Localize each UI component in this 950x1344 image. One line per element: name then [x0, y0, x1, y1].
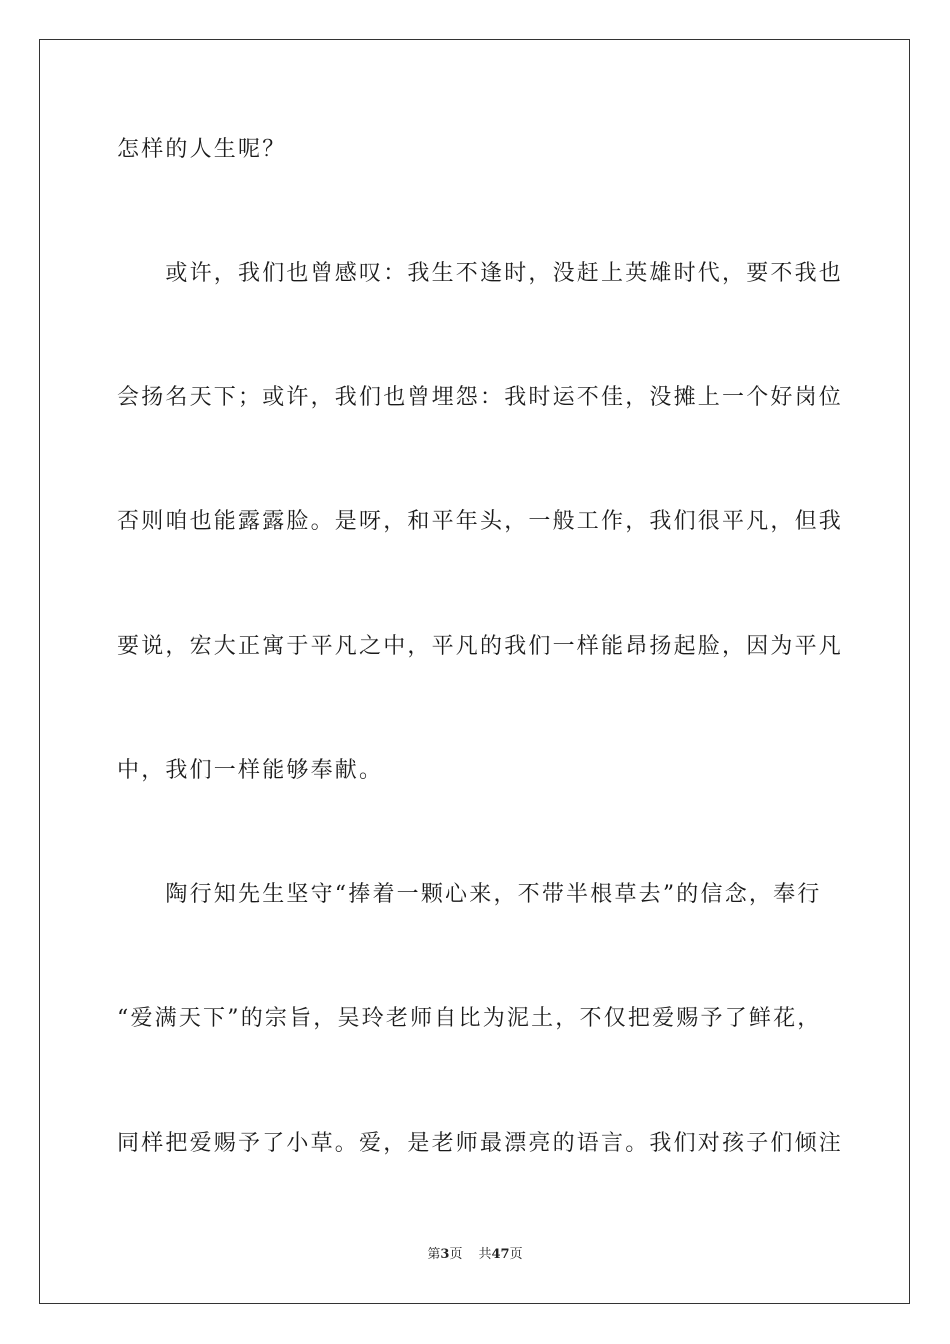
- body-text-line: 同样把爱赐予了小草。爱，是老师最漂亮的语言。我们对孩子们倾注: [117, 1131, 844, 1156]
- total-pages: 47: [491, 1247, 510, 1262]
- body-text-line: 怎样的人生呢？: [117, 137, 287, 162]
- body-text-line: 陶行知先生坚守“捧着一颗心来，不带半根草去”的信念，奉行: [117, 882, 822, 907]
- body-text-line: 中，我们一样能够奉献。: [117, 758, 384, 783]
- page-prefix: 第: [427, 1247, 441, 1262]
- page-number: 3: [440, 1247, 450, 1262]
- body-text-line: 否则咱也能露露脸。是呀，和平年头，一般工作，我们很平凡，但我: [117, 509, 844, 534]
- body-text-line: “爱满天下”的宗旨，吴玲老师自比为泥土，不仅把爱赐予了鲜花，: [117, 1006, 822, 1031]
- total-suffix: 页: [509, 1247, 523, 1262]
- body-text-line: 会扬名天下；或许，我们也曾埋怨：我时运不佳，没摊上一个好岗位: [117, 385, 844, 410]
- body-text-line: 或许，我们也曾感叹：我生不逢时，没赶上英雄时代，要不我也: [117, 261, 844, 286]
- total-prefix: 共: [478, 1247, 492, 1262]
- page-suffix: 页: [449, 1247, 463, 1262]
- body-text-line: 要说，宏大正寓于平凡之中，平凡的我们一样能昂扬起脸，因为平凡: [117, 634, 844, 659]
- page-border: [39, 39, 910, 1304]
- page-footer: [0, 1246, 950, 1264]
